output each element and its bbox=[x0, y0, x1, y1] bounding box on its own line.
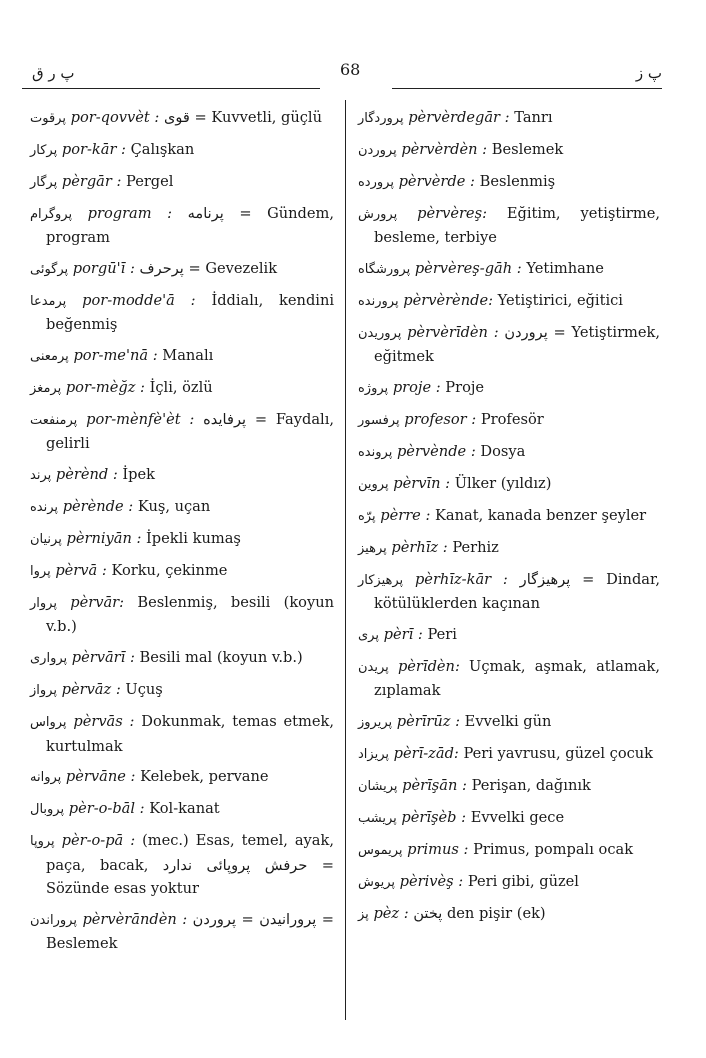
dictionary-entry bbox=[30, 591, 334, 639]
entry-definition: Perişan, dağınık bbox=[471, 776, 591, 794]
entry-definition: Çalışkan bbox=[130, 140, 195, 158]
dictionary-entry bbox=[30, 678, 334, 702]
dictionary-entry bbox=[30, 463, 334, 487]
entry-headword: pèz : bbox=[373, 904, 409, 922]
entry-headword: pèrènde : bbox=[62, 498, 134, 516]
entry-arabic: پروژه bbox=[358, 381, 389, 397]
entry-headword: proje : bbox=[392, 379, 441, 397]
dictionary-entry bbox=[30, 559, 334, 583]
entry-headword: por-mèğz : bbox=[65, 379, 145, 397]
entry-definition: Kol-kanat bbox=[149, 800, 220, 818]
dictionary-entry bbox=[30, 495, 334, 519]
entry-definition: Besili mal (koyun v.b.) bbox=[139, 649, 303, 667]
entry-definition: پرحرف = Gevezelik bbox=[139, 260, 278, 278]
dictionary-entry bbox=[30, 289, 334, 337]
entry-headword: pèr-o-pā : bbox=[61, 832, 136, 850]
dictionary-entry bbox=[358, 742, 660, 766]
dictionary-entry bbox=[358, 806, 660, 830]
entry-definition: Korku, çekinme bbox=[111, 562, 228, 580]
entry-arabic: پريموس bbox=[358, 842, 403, 858]
entry-definition: Dokunmak, temas etmek, kurtulmak bbox=[46, 713, 334, 755]
entry-definition: Kelebek, pervane bbox=[140, 768, 269, 786]
entry-headword: por-mènfè'èt : bbox=[86, 411, 195, 429]
entry-definition: Evvelki gece bbox=[470, 808, 565, 826]
entry-definition: Uçuş bbox=[125, 681, 163, 699]
entry-arabic: پرمعنى bbox=[30, 349, 69, 365]
entry-arabic: پروار bbox=[30, 596, 57, 611]
entry-headword: pèrvārī : bbox=[71, 649, 135, 667]
dictionary-entry bbox=[358, 408, 660, 432]
entry-arabic: پروريدن bbox=[358, 325, 402, 341]
entry-definition: Evvelki gün bbox=[464, 713, 552, 731]
dictionary-entry bbox=[358, 472, 660, 496]
dictionary-entry bbox=[358, 536, 660, 560]
entry-arabic: پروراندن bbox=[30, 912, 77, 928]
entry-arabic: پز bbox=[358, 906, 369, 922]
entry-headword: pèrivèş : bbox=[399, 872, 464, 890]
entry-definition: پروردن = Yetiştirmek, eğitmek bbox=[374, 323, 661, 366]
entry-definition: پختن den pişir (ek) bbox=[413, 904, 546, 922]
entry-headword: pèr-o-bāl : bbox=[68, 800, 145, 818]
entry-headword: pèrhīz : bbox=[391, 538, 448, 556]
dictionary-entry bbox=[358, 568, 660, 616]
entry-arabic: پرّه bbox=[358, 508, 376, 524]
entry-headword: pèrvīn : bbox=[393, 474, 451, 492]
dictionary-entry bbox=[358, 257, 660, 281]
entry-arabic: پروارى bbox=[30, 651, 68, 667]
entry-arabic: پرفسور bbox=[358, 413, 400, 429]
entry-arabic: پريدن bbox=[358, 659, 389, 675]
dictionary-entry bbox=[30, 797, 334, 821]
header-left-letters: پ ر ق bbox=[32, 64, 75, 82]
entry-arabic: پركار bbox=[30, 142, 58, 158]
entry-headword: por-me'nā : bbox=[73, 347, 158, 365]
entry-headword: pèrvār: bbox=[70, 594, 125, 611]
left-column bbox=[30, 106, 334, 963]
dictionary-entry bbox=[358, 289, 660, 313]
entry-definition: Beslenmiş bbox=[479, 172, 556, 190]
entry-definition: İpek bbox=[122, 466, 155, 484]
entry-arabic: پروانه bbox=[30, 770, 62, 786]
dictionary-entry bbox=[358, 623, 660, 647]
entry-headword: pèrvāz : bbox=[61, 681, 121, 699]
entry-headword: pèrènd : bbox=[55, 466, 118, 484]
entry-headword: primus : bbox=[407, 840, 469, 858]
entry-definition: Beslemek bbox=[491, 140, 564, 158]
header-rule-right bbox=[392, 88, 662, 89]
entry-arabic: پرورش bbox=[358, 206, 398, 222]
header-rule-left bbox=[22, 88, 320, 89]
entry-definition: Peri gibi, güzel bbox=[467, 872, 579, 890]
entry-arabic: پرمنفعت bbox=[30, 413, 78, 429]
entry-arabic: پرنيان bbox=[30, 532, 62, 548]
entry-definition: Peri yavrusu, güzel çocuk bbox=[463, 745, 654, 763]
entry-headword: program : bbox=[87, 204, 173, 222]
entry-definition: İddialı, kendini beğenmiş bbox=[46, 291, 335, 334]
right-column bbox=[358, 106, 660, 933]
entry-arabic: پرورشگاه bbox=[358, 262, 411, 278]
entry-headword: pèrvāne : bbox=[65, 768, 136, 786]
entry-arabic: پروبال bbox=[30, 802, 65, 818]
entry-arabic: پرمدعا bbox=[30, 293, 67, 309]
dictionary-entry bbox=[358, 321, 660, 369]
entry-definition: پرورانيدن = پروردن = Beslemek bbox=[46, 910, 335, 953]
entry-arabic: پرهيز bbox=[358, 540, 387, 556]
entry-headword: pèrhīz-kār : bbox=[414, 570, 508, 588]
entry-arabic: پرگوئى bbox=[30, 262, 69, 278]
dictionary-entry bbox=[358, 106, 660, 130]
entry-definition: İpekli kumaş bbox=[146, 530, 241, 548]
entry-arabic: پرمغز bbox=[30, 381, 62, 397]
entry-definition: پرفايده = Faydalı, gelirli bbox=[46, 411, 335, 453]
entry-definition: Uçmak, aşmak, atlamak, zıplamak bbox=[374, 657, 661, 700]
entry-definition: Manalı bbox=[162, 347, 214, 365]
entry-definition: قوى = Kuvvetli, güçlü bbox=[163, 109, 322, 126]
entry-headword: pèrvèrdegār : bbox=[408, 109, 510, 126]
entry-definition: Peri bbox=[427, 625, 457, 643]
dictionary-entry bbox=[30, 646, 334, 670]
entry-arabic: پروين bbox=[358, 476, 389, 492]
entry-definition: Beslenmiş, besili (koyun v.b.) bbox=[46, 594, 335, 636]
entry-definition: Eğitim, yetiştirme, besleme, terbiye bbox=[374, 204, 660, 247]
dictionary-entry bbox=[358, 838, 660, 862]
entry-headword: pèrvènde : bbox=[396, 442, 476, 460]
entry-arabic: پريزاد bbox=[358, 747, 389, 763]
entry-arabic: پروگرام bbox=[30, 206, 73, 222]
entry-headword: por-qovvèt : bbox=[70, 109, 160, 126]
entry-arabic: پرقوت bbox=[30, 111, 66, 126]
column-divider bbox=[345, 100, 346, 1020]
entry-headword: pèrvèrdèn : bbox=[401, 140, 488, 158]
entry-arabic: پرواز bbox=[30, 683, 57, 699]
entry-headword: por-modde'ā : bbox=[82, 291, 196, 309]
entry-headword: pèrgār : bbox=[61, 172, 122, 190]
entry-arabic: پرواس bbox=[30, 715, 67, 731]
entry-definition: Kanat, kanada benzer şeyler bbox=[435, 506, 647, 524]
dictionary-entry bbox=[358, 870, 660, 894]
dictionary-entry bbox=[30, 202, 334, 250]
entry-arabic: پرهيزكار bbox=[358, 572, 404, 588]
dictionary-entry bbox=[358, 138, 660, 162]
entry-arabic: پريشان bbox=[358, 778, 398, 794]
entry-arabic: پرورده bbox=[358, 174, 394, 190]
page-header bbox=[22, 58, 662, 98]
dictionary-entry bbox=[358, 902, 660, 926]
dictionary-entry bbox=[358, 376, 660, 400]
entry-definition: Primus, pompalı ocak bbox=[473, 840, 634, 858]
entry-arabic: پروپا bbox=[30, 834, 55, 850]
entry-headword: pèrvèreş-gāh : bbox=[414, 260, 522, 278]
entry-headword: pèrvās : bbox=[73, 713, 135, 731]
entry-headword: pèrre : bbox=[380, 506, 431, 524]
entry-arabic: پرنده bbox=[30, 500, 59, 516]
dictionary-entry bbox=[358, 710, 660, 734]
entry-definition: İçli, özlü bbox=[149, 379, 213, 397]
entry-headword: pèrvèreş: bbox=[417, 204, 487, 222]
entry-arabic: پروردن bbox=[358, 142, 397, 158]
entry-headword: pèrvèrīdèn : bbox=[407, 323, 499, 341]
entry-headword: pèrīşān : bbox=[402, 776, 467, 794]
entry-arabic: پرونده bbox=[358, 444, 393, 460]
dictionary-entry bbox=[30, 710, 334, 758]
entry-definition: Tanrı bbox=[514, 109, 553, 126]
dictionary-entry bbox=[358, 504, 660, 528]
entry-definition: Yetiştirici, eğitici bbox=[497, 291, 623, 309]
entry-arabic: پرگار bbox=[30, 174, 58, 190]
entry-definition: Perhiz bbox=[452, 538, 499, 556]
entry-headword: pèrī-zād: bbox=[393, 745, 459, 763]
dictionary-entry bbox=[30, 527, 334, 551]
entry-arabic: پريشب bbox=[358, 810, 397, 826]
dictionary-entry bbox=[358, 655, 660, 703]
entry-definition: Pergel bbox=[126, 172, 174, 190]
entry-definition: پرنامه = Gündem, program bbox=[46, 204, 335, 247]
dictionary-entry bbox=[30, 908, 334, 956]
dictionary-entry bbox=[30, 765, 334, 789]
entry-definition: Profesör bbox=[480, 411, 544, 429]
entry-arabic: پريوش bbox=[358, 874, 395, 890]
entry-arabic: پرى bbox=[358, 627, 379, 643]
entry-headword: pèrvā : bbox=[55, 562, 107, 580]
dictionary-entry bbox=[30, 408, 334, 456]
dictionary-entry bbox=[30, 344, 334, 368]
entry-headword: porgū'ī : bbox=[72, 260, 135, 278]
entry-arabic: پروا bbox=[30, 564, 51, 580]
dictionary-entry bbox=[30, 829, 334, 900]
dictionary-entry bbox=[358, 774, 660, 798]
entry-headword: pèrvèrāndèn : bbox=[82, 910, 188, 928]
entry-arabic: پرورنده bbox=[358, 293, 399, 309]
entry-arabic: پريروز bbox=[358, 715, 393, 731]
dictionary-entry bbox=[30, 170, 334, 194]
entry-arabic: پرند bbox=[30, 468, 52, 484]
entry-definition: پرهيزگار = Dindar, kötülüklerden kaçınan bbox=[374, 570, 660, 612]
dictionary-entry bbox=[30, 376, 334, 400]
entry-definition: Dosya bbox=[480, 442, 526, 460]
entry-definition: (mec.) Esas, temel, ayak, paça, bacak, حرفش پروپائى ندارد = Sözünde esas yoktur bbox=[46, 832, 335, 898]
entry-headword: pèrī : bbox=[383, 625, 423, 643]
dictionary-entry bbox=[358, 170, 660, 194]
dictionary-entry bbox=[358, 440, 660, 464]
dictionary-entry bbox=[30, 257, 334, 281]
dictionary-entry bbox=[30, 138, 334, 162]
entry-headword: pèrvèrènde: bbox=[403, 291, 493, 309]
entry-definition: Kuş, uçan bbox=[137, 498, 211, 516]
header-right-letters: پ ز bbox=[635, 64, 662, 82]
entry-headword: pèrvèrde : bbox=[398, 172, 475, 190]
entry-headword: profesor : bbox=[404, 411, 477, 429]
entry-arabic: پروردگار bbox=[358, 111, 404, 126]
entry-definition: Yetimhane bbox=[526, 260, 604, 278]
entry-definition: Proje bbox=[445, 379, 485, 397]
entry-headword: pèrīrūz : bbox=[396, 713, 461, 731]
entry-headword: pèrniyān : bbox=[66, 530, 142, 548]
entry-headword: pèrīdèn: bbox=[397, 657, 460, 675]
entry-headword: por-kār : bbox=[61, 140, 126, 158]
entry-definition: Ülker (yıldız) bbox=[454, 474, 552, 492]
dictionary-entry bbox=[30, 106, 334, 130]
dictionary-entry bbox=[358, 202, 660, 250]
page-number: 68 bbox=[340, 60, 361, 79]
entry-headword: pèrīşèb : bbox=[401, 808, 467, 826]
